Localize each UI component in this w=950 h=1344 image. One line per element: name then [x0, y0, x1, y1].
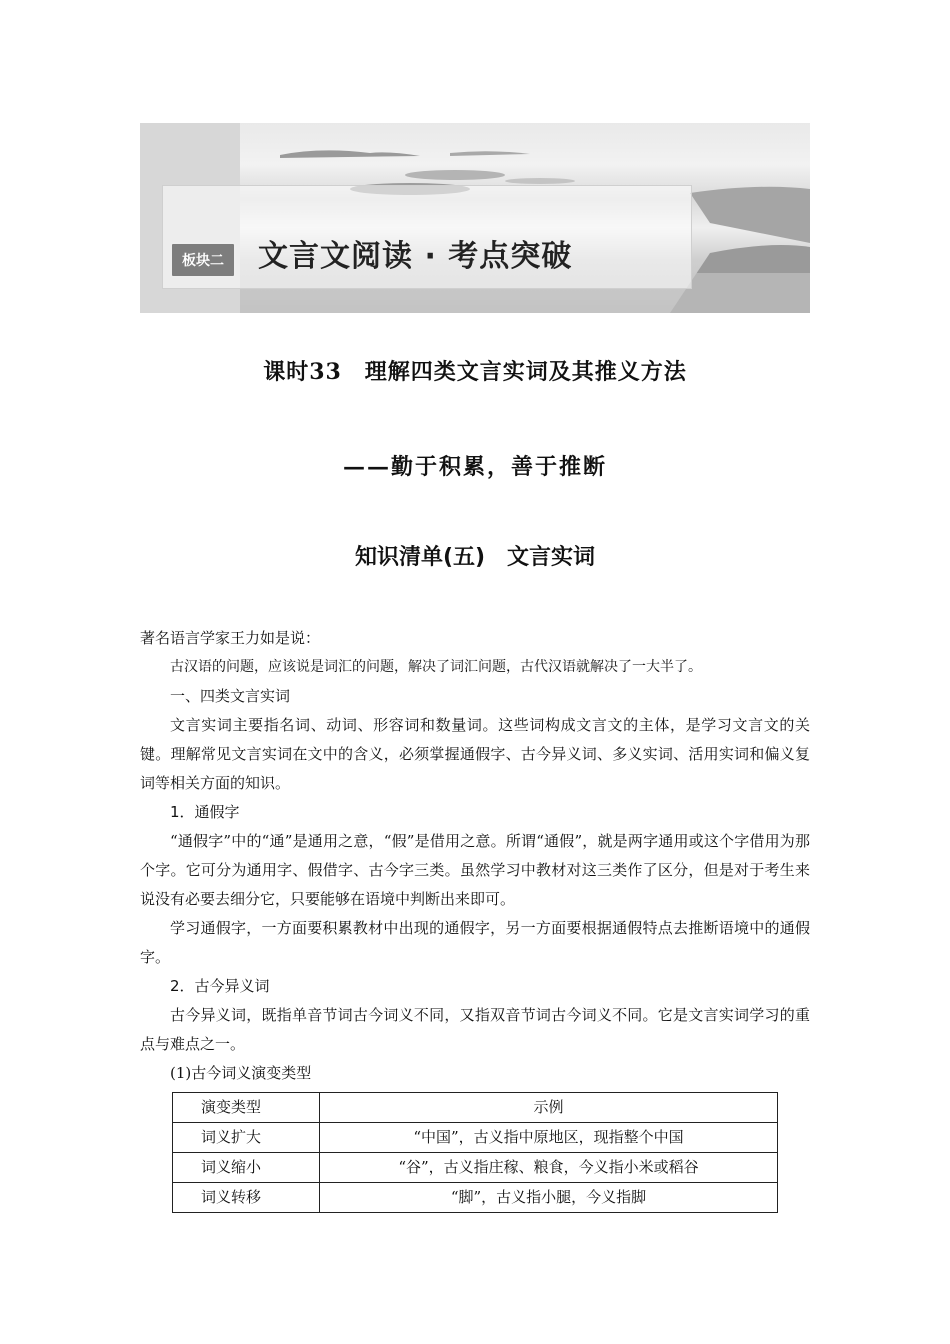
paragraph-tongjia-study: 学习通假字，一方面要积累教材中出现的通假字，另一方面要根据通假特点去推断语境中的通假字。: [140, 919, 810, 966]
table-cell: “中国”，古义指中原地区，现指整个中国: [320, 1123, 778, 1153]
block-badge: 板块二: [170, 242, 236, 278]
banner-title: 文言文阅读 · 考点突破: [258, 239, 573, 274]
table-cell: 词义扩大: [173, 1123, 320, 1153]
section-banner: [140, 123, 810, 313]
paragraph-tongjia-definition: “通假字”中的“通”是通用之意，“假”是借用之意。所谓“通假”，就是两字通用或这个字借用为那个字。它可分为通用字、假借字、古今字三类。虽然学习中教材对这三类作了区分，但是对于考生来说没有必要去细分它，只要能够在语境中判断出来即可。: [140, 832, 810, 908]
intro-line: 著名语言学家王力如是说：: [140, 629, 321, 647]
lesson-title: 课时33 理解四类文言实词及其推义方法: [263, 359, 687, 385]
heading-tongjiazi: 1．通假字: [170, 803, 240, 821]
table-header-cell: 示例: [320, 1093, 778, 1123]
heading-gujin-yiyi: 2．古今异义词: [170, 977, 270, 995]
table-header-cell: 演变类型: [173, 1093, 320, 1123]
section-title: 知识清单(五) 文言实词: [354, 545, 596, 570]
lesson-subtitle: ——勤于积累，善于推断: [342, 454, 607, 480]
heading-four-types: 一、四类文言实词: [170, 687, 291, 705]
table-cell: 词义转移: [173, 1183, 320, 1213]
wang-li-quote: 古汉语的问题，应该说是词汇的问题，解决了词汇问题，古代汉语就解决了一大半了。: [170, 659, 702, 675]
table-row: [173, 1153, 778, 1183]
evolution-table: [172, 1092, 778, 1213]
paragraph-gujin-yiyi: 古今异义词，既指单音节词古今词义不同，又指双音节词古今词义不同。它是文言实词学习的重点与难点之一。: [140, 1006, 810, 1053]
table-cell: “谷”，古义指庄稼、粮食，今义指小米或稻谷: [320, 1153, 778, 1183]
table-row: [173, 1123, 778, 1153]
table-row: [173, 1183, 778, 1213]
table-cell: 词义缩小: [173, 1153, 320, 1183]
paragraph-shici: 文言实词主要指名词、动词、形容词和数量词。这些词构成文言文的主体，是学习文言文的关键。理解常见文言实词在文中的含义，必须掌握通假字、古今异义词、多义实词、活用实词和偏义复词等相关方面的知识。: [140, 716, 810, 792]
table-cell: “脚”，古义指小腿，今义指脚: [320, 1183, 778, 1213]
table-header-row: [173, 1093, 778, 1123]
body-content: [140, 624, 810, 1213]
heading-evolution-types: (1)古今词义演变类型: [170, 1064, 312, 1082]
